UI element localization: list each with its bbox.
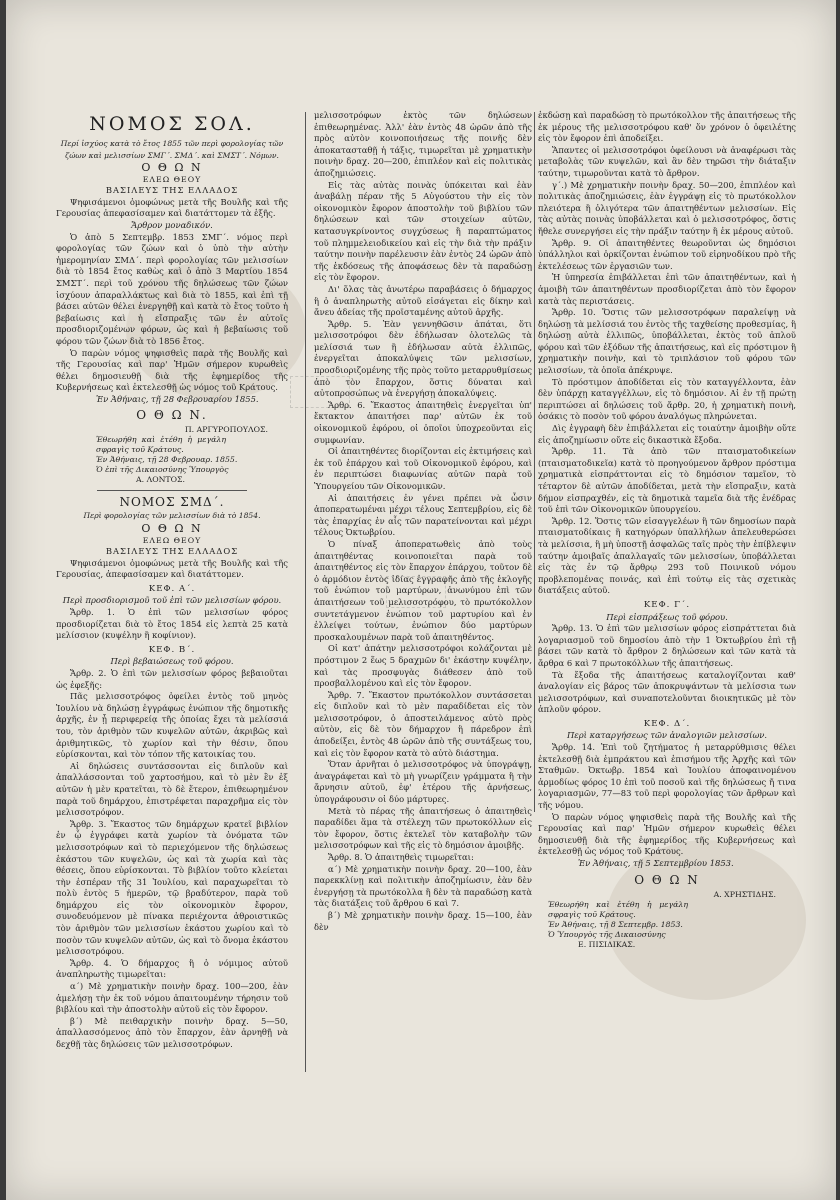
- paragraph: μελισσοτρόφων ἐκτὸς τῶν δηλώσεων ἐπιθεωρημένας. Ἀλλ' ἐὰν ἐντὸς 48 ὡρῶν ἀπὸ τῆς πρὸς αὐτὸν κοινοποιήσεως τῆς ποινῆς δὲν ἀποκατασταθῇ ἡ τάξις, τιμωρεῖται μὲ χρηματικὴν ποινὴν δραχ. 20—200, ἐπιπλέον καὶ εἰς πολιτικὰς ἀποζημιώσεις.: [314, 110, 532, 178]
- law-subtitle: Περί ἰσχύος κατὰ τὸ ἔτος 1855 τῶν περὶ φορολογίας τῶν ζώων καὶ μελισσίων ΣΜΓ΄. ΣΜΔ΄. καὶ ΣΜΣΤ΄. Νόμων.: [60, 139, 284, 160]
- paragraph: Τὰ ἔξοδα τῆς ἀπαιτήσεως καταλογίζονται καθ' ἀναλογίαν εἰς βάρος τῶν ἀποκρυψάντων τὰ μελίσσια των μελισσοτρόφων, καὶ συναποτελοῦνται διοικητικῶς μὲ τὸν ἁπλοῦν φόρον.: [538, 669, 796, 715]
- paragraph: Δι' ὅλας τὰς ἀνωτέρω παραβάσεις ὁ δήμαρχος ἢ ὁ ἀναπληρωτὴς αὐτοῦ εἰσάγεται εἰς δίκην καὶ ἄνευ ἀδείας τῆς προϊσταμένης αὐτοῦ ἀρχῆς.: [314, 283, 532, 318]
- article-clause: α΄) Μὲ χρηματικὴν ποινὴν δραχ. 100—200, ἐὰν ἀμελήσῃ τὴν ἐκ τοῦ νόμου ἀπαιτουμένην τήρησιν τοῦ βιβλίου καὶ τὴν ἀποστολὴν αὐτοῦ εἰς τὸν ἔφορον.: [56, 981, 288, 1015]
- newspaper-page: [6, 0, 836, 1200]
- article: Ἄρθρ. 3. Ἕκαστος τῶν δημάρχων κρατεῖ βιβλίον ἐν ᾧ ἐγγράφει κατὰ χωρίον τὰ ὀνόματα τῶν μελισσοτρόφων καὶ τὸ περιεχόμενον τῆς δηλώσεως ἑκάστου τῶν κυψελῶν, ὡς καὶ τὰ χωρία καὶ τὰς θέσεις, ὅπου εὑρίσκονται. Τὸ βιβλίον τοῦτο κλείεται τὴν ἐσπέραν τῆς 31 Ἰουλίου, καὶ παραχωρεῖται τὸ πολὺ ἐντὸς 5 ἡμερῶν, τῷ βραδύτερον, παρὰ τοῦ δημάρχου εἰς τὸν οἰκονομικὸν ἔφορον, συνοδευόμενον μὲ πίνακα περιέχοντα ἀθροιστικῶς τὸν ἀριθμὸν τῶν μελισσίων ἑκάστου χωρίου καὶ τὸ ποσὸν τῶν κυψελῶν αὐτῶν, ὡς καὶ τὸ ὄνομα ἑκάστου μελισσοτρόφου.: [56, 818, 288, 957]
- chapter-heading: ΚΕΦ. Γ΄.: [643, 599, 691, 610]
- seal-place-date: Ἐν Ἀθήναις, τῇ 28 Φεβρουαρ. 1855.: [96, 455, 238, 465]
- article: Ἄρθρ. 8. Ὁ ἀπαιτηθεὶς τιμωρεῖται:: [328, 852, 474, 862]
- law-place-date: Ἐν Ἀθήναις, τῇ 28 Φεβρουαρίου 1855.: [96, 393, 259, 404]
- article-clause: β΄) Μὲ πειθαρχικὴν ποινὴν δραχ. 5—50, ἀπαλλασσόμενος ἀπὸ τὸν ἔπαρχον, ἐὰν ἀρνηθῇ νὰ δεχθῇ τὰς δηλώσεις τῶν μελισσοτρόφων.: [56, 1015, 288, 1049]
- justice-minister-name: Α. ΛΟΝΤΟΣ.: [136, 475, 186, 485]
- chapter-subtitle: Περὶ καταργήσεως τῶν ἀναλογιῶν μελισσίων.: [566, 730, 768, 741]
- paragraph: Οἱ ἀπαιτηθέντες διορίζονται εἰς ἐκτιμήσεις καὶ ἐκ τοῦ ἐπάρχου καὶ τοῦ Οἰκονομικοῦ ἐφόρου, καὶ ἐν περιπτώσει διαφωνίας αὐτῶν παρὰ τοῦ Ὑπουργείου τῶν Οἰκονομικῶν.: [314, 446, 532, 491]
- article: Ἄρθρ. 11. Τὰ ἀπὸ τῶν πταισματοδικείων (πταισματοδικεῖα) κατὰ τὸ προηγούμενον ἄρθρον πρόστιμα χρηματικὰ εἰσπράττονται εἰς τὸ δημόσιον ταμεῖον, τὸ τέταρτον δὲ αὐτῶν ἀποδίδεται, μετὰ τὴν εἴσπραξιν, κατὰ δήμον εἰσπραχθέν, εἰς τὰ δημοτικὰ ταμεῖα διὰ τῆς ἐνέδρας τοῦ ἐπὶ τῶν Οἰκονομικῶν ὑπουργείου.: [538, 446, 796, 515]
- law-subtitle: Περὶ φορολογίας τῶν μελισσίων διὰ τὸ 1854.: [83, 511, 261, 521]
- king-name: Ο Θ Ω Ν: [141, 161, 203, 175]
- paragraph: ἐκδώσῃ καὶ παραδώσῃ τὸ πρωτόκολλον τῆς ἀπαιτήσεως τῆς ἐκ μέρους τῆς μελισσοτρόφου καθ' ὅν χρόνον ὁ ὀφειλέτης εἰς τὸν ἔφορον ἐπὶ ἀποδείξει.: [538, 110, 796, 144]
- grace-line: ΕΛΕΩ ΘΕΟΥ: [142, 175, 202, 185]
- minister-signature: Π. ΑΡΓΥΡΟΠΟΥΛΟΣ.: [184, 425, 268, 435]
- paragraph: Αἱ ἀπαιτήσεις ἐν γένει πρέπει νὰ ὦσιν ἀποπερατωμέναι μέχρι τέλους Σεπτεμβρίου, εἰς δὲ τὰς ἐπαρχίας ἐν αἷς τῶν παρατείνονται καὶ μέχρι τέλους Ὀκτωβρίου.: [314, 492, 532, 538]
- sole-article-heading: Ἄρθρον μοναδικόν.: [131, 219, 213, 230]
- justice-minister-name: Ε. ΠΙΣΙΔΙΚΑΣ.: [578, 939, 636, 949]
- king-name: Ο Θ Ω Ν: [141, 522, 203, 536]
- law-title: ΝΟΜΟΣ ΣΟΛ.: [89, 113, 255, 135]
- seal-place-date: Ἐν Ἀθήναις, τῇ 8 Σεπτεμβρ. 1853.: [548, 919, 683, 929]
- paragraph: Ἡ ὑπηρεσία ἐπιβάλλεται ἐπὶ τῶν ἀπαιτηθέντων, καὶ ἡ ἀμοιβὴ τῶν ἀπαιτηθέντων προσδιορίζεται ἀπὸ τὸν ἔφορον κατὰ τὰς περιστάσεις.: [538, 272, 796, 306]
- preamble: Ψηφισάμενοι ὁμοφώνως μετὰ τῆς Βουλῆς καὶ τῆς Γερουσίας, ἀπεφασίσαμεν καὶ διατάττομεν.: [56, 557, 288, 580]
- grace-line: ΕΛΕΩ ΘΕΟΥ: [142, 536, 202, 546]
- column-3: [538, 110, 796, 950]
- article: Ἄρθρ. 6. Ἕκαστος ἀπαιτηθεὶς ἐνεργεῖται ὑπ' ἔκτακτον ἀπαιτήσει παρ' αὐτῶν ἐκ τοῦ οἰκονομικοῦ ἐφόρου, οἱ ὁποῖοι ὑποχρεοῦνται εἰς συμφωνίαν.: [314, 399, 532, 445]
- minister-signature: Α. ΧΡΗΣΤΙΔΗΣ.: [713, 889, 776, 899]
- article: Ἄρθρ. 1. Ὁ ἐπὶ τῶν μελισσίων φόρος προσδιορίζεται διὰ τὸ ἔτος 1854 εἰς λεπτὰ 25 κατὰ μελίσσιον (κυψέλην ἢ κοφίνιον).: [56, 607, 288, 641]
- article: Ἄρθρ. 7. Ἕκαστον πρωτόκολλον συντάσσεται εἰς διπλοῦν καὶ τὸ μὲν παραδίδεται εἰς τὸν μελισσοτρόφον, ὁ ἀποστειλάμενος αὐτὸ πρὸς αὐτὸν, εἰς δὲ τὸν δήμαρχον ἢ πάρεδρον ἐπὶ ἀποδείξει, ἐντὸς 48 ὡρῶν ἀπὸ τῆς συντάξεως του, καὶ εἰς τὸν ἔφορον κατὰ τὸ αὐτὸ διάστημα.: [314, 689, 532, 758]
- article-text: Αἱ δηλώσεις συντάσσονται εἰς διπλοῦν καὶ ἀπαλλάσσονται τοῦ χαρτοσήμου, καὶ τὸ μὲν ἓν ἐξ αὐτῶν ἡ μὲν κρατεῖται, τὸ δὲ ἕτερον, ἐπιθεωρημένον παρὰ τοῦ δημάρχου, ἐπιστρέφεται παραχρῆμα εἰς τὸν μελισσοτρόφον.: [56, 760, 288, 818]
- article: Ἄρθρ. 9. Οἱ ἀπαιτηθέντες θεωροῦνται ὡς δημόσιοι ὑπάλληλοι καὶ ὁρκίζονται ἐνώπιον τοῦ εἰρηνοδίκου πρὸ τῆς ἐκτελέσεως τῶν ἐργασιῶν των.: [538, 237, 796, 271]
- law-text: Ὁ ἀπὸ 5 Σεπτεμβρ. 1853 ΣΜΓ΄. νόμος περὶ φορολογίας τῶν ζώων καὶ ὁ ὑπὸ τὴν αὐτὴν ἡμερομηνίαν ΣΜΔ΄. περὶ φορολογίας τῶν μελισσίων διὰ τὸ 1854 ἔτος καθὼς καὶ ὁ ἀπὸ 3 Μαρτίου 1854 ΣΜΣΤ΄. περὶ τοῦ χρόνου τῆς δηλώσεως τῶν ζώων ἰσχύουν ἀπαραλλάκτως καὶ διὰ τὸ 1855, καὶ ἐπὶ τῇ βάσει αὐτῶν θέλει ἐνεργηθῇ καὶ κατὰ τὸ ἔτος τοῦτο ἡ βεβαίωσις καὶ ἡ εἴσπραξις τῶν ἐν αὐτοῖς προσδιοριζομένων φόρων, ὡς καὶ ἡ βεβαίωσις τοῦ φόρου τῶν ζώων διὰ τὸ 1856 ἔτος.: [56, 231, 288, 346]
- justice-minister-title: Ὁ ἐπὶ τῆς Δικαιοσύνης Ὑπουργὸς: [96, 465, 229, 475]
- king-signature: Ο Θ Ω Ν.: [136, 408, 208, 423]
- chapter-subtitle: Περὶ προσδιορισμοῦ τοῦ ἐπὶ τῶν μελισσίων φόρου.: [62, 595, 282, 606]
- paragraph: Ὁ πίναξ ἀποπερατωθεὶς ἀπὸ τοὺς ἀπαιτηθέντας κοινοποιεῖται παρὰ τοῦ ἀπαιτηθέντος εἰς τὸν ἔπαρχον ἐπάρχου, τοῦτον δὲ ὁ ἀρμόδιον ἐντὸς ἰδίας ἐγγραφῆς ἀπὸ τῆς ἐκλογῆς τοῦ ἐνώπιον τοῦ μαρτύρων, ἀνωνύμου ἐπὶ τῶν ἀπαιτήσεων τοῦ μελισσοτρόφου, τὸ πρωτόκολλον συντετάγμενον ἐνώπιον τοῦ μαρτυρίου καὶ ἐν ἐλλείψει τούτων, ἐνώπιον δύο μαρτύρων προσκαλουμένων παρὰ τοῦ ἀπαιτηθέντος.: [314, 538, 532, 642]
- column-1: [56, 110, 288, 1051]
- column-divider: [305, 112, 306, 1072]
- column-2: [314, 110, 532, 933]
- article: Ἄρθρ. 10. Ὅστις τῶν μελισσοτρόφων παραλείψῃ νὰ δηλώσῃ τὰ μελίσσιά του ἐντὸς τῆς ταχθείσης προθεσμίας, ἢ δηλώσῃ αὐτὰ ἐλλιπῶς, ὑποβάλλεται, ἐκτὸς τοῦ ἀπλοῦ φόρου καὶ τῶν ἐξόδων τῆς ἀπαιτήσεως, καὶ εἰς πρόστιμον ἢ χρηματικὴν ποινὴν, καὶ τὸ τριπλάσιον τοῦ φόρου τῶν μελισσίων, τὰ ὁποῖα ἀπέκρυψε.: [538, 307, 796, 376]
- paragraph: Οἱ κατ' ἀπάτην μελισσοτρόφοι κολάζονται μὲ πρόστιμον 2 ἕως 5 δραχμῶν δι' ἑκάστην κυψέλην, καὶ τὰς προσφυγὰς διάθεσεν ἀπὸ τοῦ προσβαλλομένου καὶ εἰς τὸν ἔφορον.: [314, 643, 532, 689]
- article: Ἄρθρ. 4. Ὁ δήμαρχος ἢ ὁ νόμιμος αὐτοῦ ἀναπληρωτὴς τιμωρεῖται:: [56, 957, 288, 980]
- law-closing: Ὁ παρὼν νόμος ψηφισθεὶς παρὰ τῆς Βουλῆς καὶ τῆς Γερουσίας καὶ παρ' Ἡμῶν σήμερον κυρωθεὶς θέλει δημοσιευθῇ διὰ τῆς ἐφημερίδος τῆς Κυβερνήσεως καὶ ἐκτελεσθῇ ὡς νόμος τοῦ Κράτους.: [538, 811, 796, 857]
- article-text: Πᾶς μελισσοτρόφος ὀφείλει ἐντὸς τοῦ μηνὸς Ἰουλίου νὰ δηλώσῃ ἐγγράφως ἐνώπιον τῆς δημοτικῆς ἀρχῆς, ἐν ᾗ περιφερείᾳ τῆς ὁποίας ἔχει τὰ μελίσσιά του, τὸν ἀριθμὸν τῶν κυψελῶν αὐτῶν, ἀκριβῶς καὶ ἀριθμητικῶς, τὸ χωρίον καὶ τὴν θέσιν, ὅπου εὑρίσκονται, καὶ τὸν τόπον τῆς κατοικίας του.: [56, 691, 288, 760]
- chapter-heading: ΚΕΦ. Β΄.: [148, 644, 196, 655]
- column-divider: [534, 112, 535, 812]
- article-clause: β΄) Μὲ χρηματικὴν ποινὴν δραχ. 15—100, ἐὰν δὲν: [314, 909, 532, 932]
- law-title: ΝΟΜΟΣ ΣΜΔ΄.: [119, 495, 225, 510]
- paragraph: Μετὰ τὸ πέρας τῆς ἀπαιτήσεως ὁ ἀπαιτηθεὶς παραδίδει ἅμα τὰ στέλεχη τῶν πρωτοκόλλων εἰς τὸν ἔφορον, ὅστις ἐκτελεῖ τὸν καταβολὴν τῶν μελισσοτρόφων καὶ τῆς εἰς τὸ δημόσιον ἀμοιβῆς.: [314, 805, 532, 851]
- seal-note: Ἐθεωρήθη καὶ ἐτέθη ἡ μεγάλη σφραγὶς τοῦ Κράτους.: [96, 435, 226, 455]
- law-closing: Ὁ παρὼν νόμος ψηφισθεὶς παρὰ τῆς Βουλῆς καὶ τῆς Γερουσίας καὶ παρ' Ἡμῶν σήμερον κυρωθεὶς θέλει δημοσιευθῇ διὰ τῆς ἐφημερίδος τῆς Κυβερνήσεως καὶ ἐκτελεσθῇ ὡς νόμος τοῦ Κράτους.: [56, 347, 288, 393]
- paragraph: Εἰς τὰς αὐτὰς ποινὰς ὑπόκειται καὶ ἐὰν ἀναβάλῃ πέραν τῆς 5 Αὐγούστου τὴν εἰς τὸν οἰκονομικὸν ἔφορον ἀποστολὴν τοῦ βιβλίου τῶν δηλώσεων καὶ τῶν στοιχείων αὐτῶν, κατασυγκρίνοντος συγχύσεως ἢ παραπτώματος τοῦ πλημμελειοδικείου καὶ εἰς τὴν διὰ τὴν πράξιν ταύτην ποινὴν παρέλευσιν ἐὰν ἐντὸς 24 ὡρῶν ἀπὸ τῆς ἐκδόσεως τῆς ἀποφάσεως δὲν τὰ παραδώσῃ εἰς τὸν ἔφορον.: [314, 179, 532, 283]
- paragraph: Ἅπαντες οἱ μελισσοτρόφοι ὀφείλουσι νὰ ἀναφέρωσι τὰς μεταβολὰς τῶν κυψελῶν, καὶ ἂν δὲν τηρῶσι τὴν διάταξιν ταύτην, τιμωροῦνται κατὰ τὸ ἄρθρον.: [538, 144, 796, 178]
- article: Ἄρθρ. 12. Ὅστις τῶν εἰσαγγελέων ἢ τῶν δημοσίων παρὰ πταισματοδίκαις ἢ κατηγόρων ὑπαλλήλων ἀπελευθερώσει τὰ μελίσσια, ἢ μὴ ὑποστῇ ἀσφαλῶς ταῖς πρὸς τὴν ἐπίβλεψιν ταύτην ἀμοιβαῖς ἀπαλλαγαῖς τῶν μελισσίων, ὑποβάλλεται εἰς τὰς ἐν τῷ ἄρθρῳ 293 τοῦ Ποινικοῦ νόμου προβλεπομένας ποινάς, καὶ ἐπὶ τούτῳ εἰς τὰς σχετικὰς διατάξεις αὐτοῦ.: [538, 515, 796, 596]
- paragraph: Δὶς ἐγγραφὴ δὲν ἐπιβάλλεται εἰς τοιαύτην ἀμοιβὴν οὔτε εἰς ἀποζημίωσιν οὔτε εἰς δικαστικὰ ἔξοδα.: [538, 423, 796, 445]
- article: Ἄρθρ. 5. Ἐὰν γεννηθῶσιν ἀπάται, ὅτι μελισσοτρόφοι δὲν ἐδήλωσαν ὁλοτελῶς τὰ μελίσσιά των ἢ ἐδήλωσαν αὐτὰ ἐλλιπῶς, ἐνεργεῖται ἀποκαλύψεις τῶν μελισσίων, προσδιοριζομένης τῆς πρὸς τοῦτο μεταρρυθμίσεως ἀπὸ τὸν ἔπαρχον, ὅστις δύναται καὶ αὐτοπροσώπως νὰ ἐνεργήσῃ ἀποκαλύψεις.: [314, 318, 532, 399]
- paragraph: Τὸ πρόστιμον ἀποδίδεται εἰς τὸν καταγγέλλοντα, ἐὰν δὲν ὑπάρχῃ καταγγέλλων, εἰς τὸ δημόσιον. Αἱ ἐν τῇ πρώτῃ περιπτώσει αἱ δηλώσεις τοῦ ἄρθρ. 20, ἡ χρηματικὴ ποινὴ, ὁσάκις τὸ ποσὸν τοῦ φόρου ἀναλόγως πληρώνεται.: [538, 376, 796, 422]
- law-place-date: Ἐν Ἀθήναις, τῇ 5 Σεπτεμβρίου 1853.: [578, 858, 734, 868]
- king-signature: Ο Θ Ω Ν: [634, 872, 700, 887]
- article: Ἄρθρ. 13. Ὁ ἐπὶ τῶν μελισσίων φόρος εἰσπράττεται διὰ λογαριασμοῦ τοῦ δημοσίου ἀπὸ τὴν 1 Ὀκτωβρίου ἐπὶ τῇ βάσει τῶν κατὰ τὸ ἄρθρον 2 δηλώσεων καὶ τῶν κατὰ τὰ ἄρθρα 6 καὶ 7 πρωτοκόλλων τῆς ἀπαιτήσεως.: [538, 623, 796, 668]
- article-clause: α΄) Μὲ χρηματικὴν ποινὴν δραχ. 20—100, ἐὰν παρεκκλίνῃ καὶ πολιτικὴν ἀποζημίωσιν, ἐὰν δὲν ἐνεργήσῃ τὰ πρωτόκολλα ἢ δὲν τὰ παραδώσῃ κατὰ τὰς διατάξεις τοῦ ἄρθρου 6 καὶ 7.: [314, 863, 532, 909]
- seal-note: Ἐθεωρήθη καὶ ἐτέθη ἡ μεγάλη σφραγὶς τοῦ Κράτους.: [548, 899, 688, 919]
- chapter-subtitle: Περὶ βεβαιώσεως τοῦ φόρου.: [110, 656, 234, 667]
- paragraph: γ΄.) Μὲ χρηματικὴν ποινὴν δραχ. 50—200, ἐπιπλέον καὶ πολιτικὰς ἀποζημιώσεις, ἐὰν ἐγγράψῃ εἰς τὸ πρωτόκολλον πλειότερα ἢ ὀλιγότερα τῶν ἀπαιτηθέντων μελισσίων. Εἰς τὰς αὐτὰς ποινὰς ὑποβάλλεται καὶ ὁ μελισσοτρόφος, ὅστις ἤθελε συνεργήσει εἰς τὴν πράξιν ταύτην ἢ ἐκ μέρους αὐτοῦ.: [538, 179, 796, 236]
- article: Ἄρθρ. 14. Ἐπὶ τοῦ ζητήματος ἡ μεταρρύθμισις θέλει ἐκτελεσθῇ διὰ ἐμπράκτου καὶ ἐπισήμου τῆς Ἀρχῆς καὶ τῶν Σταθμῶν. Ὀκτωβρ. 1854 καὶ Ἰουλίου ἀποφαινομένου ἀρμοδίως φόρος 10 ἐπὶ τοῦ ποσοῦ καὶ τῆς δηλώσεως ἤ τινα λογαριασμῶν, 77—83 τοῦ περὶ φορολογίας τῶν ἄρθρων καὶ τῆς νόμου.: [538, 742, 796, 811]
- king-title: ΒΑΣΙΛΕΥΣ ΤΗΣ ΕΛΛΑΔΟΣ: [105, 185, 239, 196]
- paragraph: Ὅταν ἀρνῆται ὁ μελισσοτρόφος νὰ ὑπογράψῃ, ἀναγράφεται καὶ τὸ μὴ γνωρίζειν γράμματα ἢ τὴν ἄρνησιν αὐτοῦ, ἐφ' ἑτέρου τῆς ἀρνήσεως, ὑπογράφουσιν οἱ δύο μάρτυρες.: [314, 759, 532, 805]
- preamble: Ψηφισάμενοι ὁμοφώνως μετὰ τῆς Βουλῆς καὶ τῆς Γερουσίας ἀπεφασίσαμεν καὶ διατάττομεν τὰ ἑξῆς.: [56, 196, 288, 219]
- chapter-subtitle: Περὶ εἰσπράξεως τοῦ φόρου.: [606, 611, 728, 622]
- article: Ἄρθρ. 2. Ὁ ἐπὶ τῶν μελισσίων φόρος βεβαιοῦται ὡς ἐφεξῆς:: [56, 668, 288, 690]
- king-title: ΒΑΣΙΛΕΥΣ ΤΗΣ ΕΛΛΑΔΟΣ: [105, 546, 239, 557]
- justice-minister-title: Ὁ Ὑπουργὸς τῆς Δικαιοσύνης: [548, 929, 666, 939]
- chapter-heading: ΚΕΦ. Δ΄.: [643, 718, 691, 729]
- chapter-heading: ΚΕΦ. Α΄.: [148, 583, 196, 594]
- section-separator: [97, 490, 247, 491]
